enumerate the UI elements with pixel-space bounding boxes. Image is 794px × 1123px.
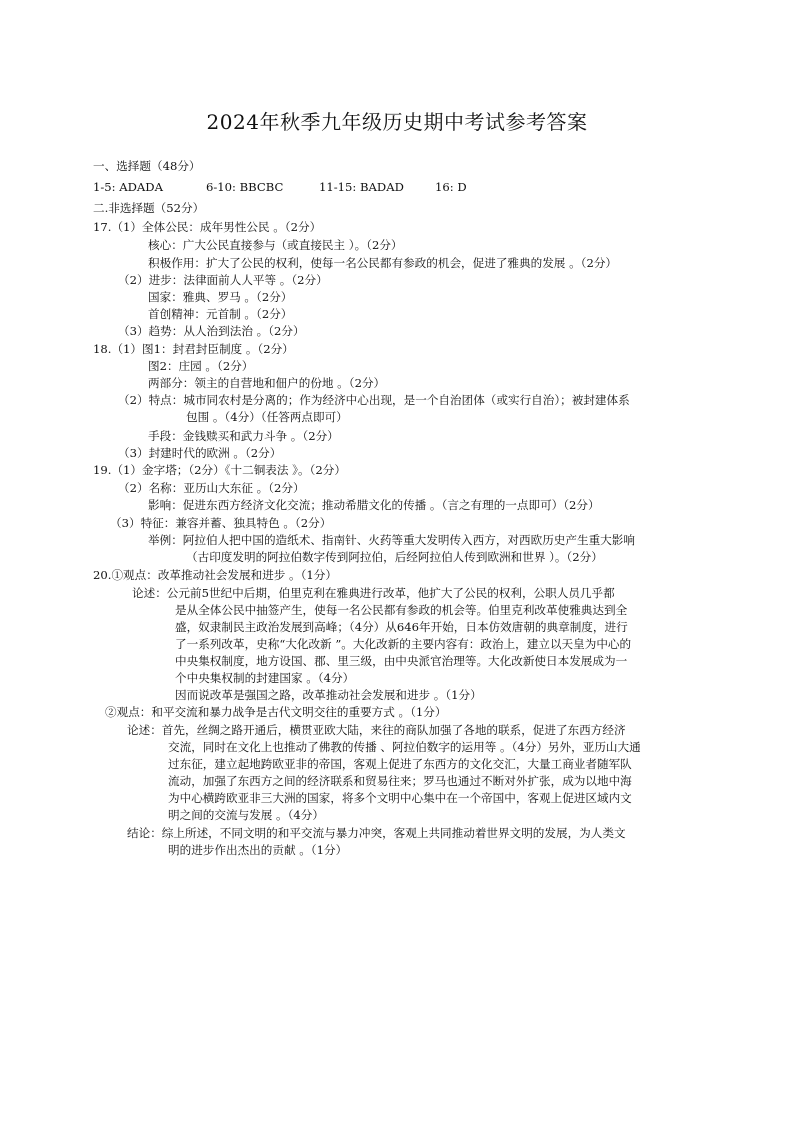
- answer-line: （3）特征：兼容并蓄、独具特色 。（2分）: [110, 516, 332, 530]
- choice-answers: [93, 179, 467, 196]
- answer-line: 积极作用：扩大了公民的权利，使每一名公民都有参政的机会，促进了雅典的发展 。（2分）: [148, 256, 618, 270]
- answer-line: 19.（1）金字塔；（2分）《十二铜表法 》。（2分）: [93, 463, 346, 477]
- answer-line: 17.（1）全体公民：成年男性公民 。（2分）: [93, 220, 322, 234]
- section-heading: 二.非选择题（52分）: [93, 201, 205, 215]
- answer-line: 两部分：领主的自营地和佃户的份地 。（2分）: [148, 376, 386, 390]
- answer-line: 20.①观点：改革推动社会发展和进步 。（1分）: [93, 568, 337, 582]
- page-title: 2024年秋季九年级历史期中考试参考答案: [206, 110, 588, 134]
- answer-line: 是从全体公民中抽签产生，使每一名公民都有参政的机会等。伯里克利改革使雅典达到全: [175, 603, 628, 617]
- answer-line: 18.（1）图1：封君封臣制度 。（2分）: [93, 342, 294, 356]
- answer-line: 包围 。（4分）（任答两点即可）: [186, 410, 348, 424]
- answer-line: 图2：庄园 。（2分）: [148, 359, 254, 373]
- answer-line: 手段：金钱赎买和武力斗争 。（2分）: [148, 429, 339, 443]
- answer-line: 国家：雅典、罗马 。（2分）: [148, 290, 293, 304]
- answer-line: （3）封建时代的欧洲 。（2分）: [118, 446, 282, 460]
- answer-group: 11-15: BADAD: [319, 180, 404, 194]
- answer-line: ②观点：和平交流和暴力战争是古代文明交往的重要方式 。（1分）: [105, 705, 447, 719]
- answer-line: 交流，同时在文化上也推动了佛教的传播 、阿拉伯数字的运用等 。（4分）另外，亚历山大通: [168, 740, 641, 754]
- answer-line: 个中央集权制的封建国家 。（4分）: [175, 671, 355, 685]
- answer-line: （2）进步：法律面前人人平等 。（2分）: [118, 273, 328, 287]
- answer-line: （2）名称：亚历山大东征 。（2分）: [118, 481, 305, 495]
- answer-group: 16: D: [435, 180, 467, 194]
- answer-line: 因而说改革是强国之路，改革推动社会发展和进步 。（1分）: [175, 688, 482, 702]
- answer-group: 6-10: BBCBC: [206, 180, 284, 194]
- answer-line: （3）趋势：从人治到法治 。（2分）: [118, 324, 305, 338]
- answer-line: 明之间的交流与发展 。（4分）: [168, 808, 324, 822]
- answer-line: 首创精神：元首制 。（2分）: [148, 307, 293, 321]
- answer-line: 论述：首先，丝绸之路开通后，横贯亚欧大陆，来往的商队加强了各地的联系，促进了东西方经济: [127, 723, 626, 737]
- answer-line: 为中心横跨欧亚非三大洲的国家，将多个文明中心集中在一个帝国中，客观上促进区域内文: [168, 791, 632, 805]
- answer-line: （2）特点：城市同农村是分离的；作为经济中心出现，是一个自治团体（或实行自治）；被封建体系: [118, 393, 630, 407]
- answer-line: （古印度发明的阿拉伯数字传到阿拉伯，后经阿拉伯人传到欧洲和世界 ）。（2分）: [186, 550, 603, 564]
- answer-line: 核心：广大公民直接参与（或直接民主 ）。（2分）: [148, 238, 403, 252]
- answer-line: 过东征，建立起地跨欧亚非的帝国，客观上促进了东西方的文化交汇，大量工商业者随军队: [168, 757, 632, 771]
- section-heading: 一、选择题（48分）: [93, 159, 201, 173]
- answer-line: 流动，加强了东西方之间的经济联系和贸易往来；罗马也通过不断对外扩张，成为以地中海: [168, 774, 632, 788]
- answer-line: 中央集权制度，地方设国、郡、里三级，由中央派官治理等。大化改新使日本发展成为一: [175, 654, 628, 668]
- answer-line: 举例：阿拉伯人把中国的造纸术、指南针、火药等重大发明传入西方，对西欧历史产生重大影响: [148, 533, 635, 547]
- answer-line: 盛，奴隶制民主政治发展到高峰；（4分）从646年开始，日本仿效唐朝的典章制度，进行: [175, 620, 628, 634]
- answer-line: 论述：公元前5世纪中后期，伯里克利在雅典进行改革，他扩大了公民的权利，公职人员几乎都: [132, 586, 615, 600]
- answer-line: 结论：综上所述，不同文明的和平交流与暴力冲突，客观上共同推动着世界文明的发展，为人类文: [127, 826, 626, 840]
- answer-line: 明的进步作出杰出的贡献 。（1分）: [168, 843, 348, 857]
- answer-line: 了一系列改革，史称“大化改新 ”。大化改新的主要内容有：政治上，建立以天皇为中心的: [175, 637, 632, 651]
- answer-group: 1-5: ADADA: [93, 180, 163, 194]
- answer-line: 影响：促进东西方经济文化交流；推动希腊文化的传播 。（言之有理的一点即可）（2分）: [148, 498, 600, 512]
